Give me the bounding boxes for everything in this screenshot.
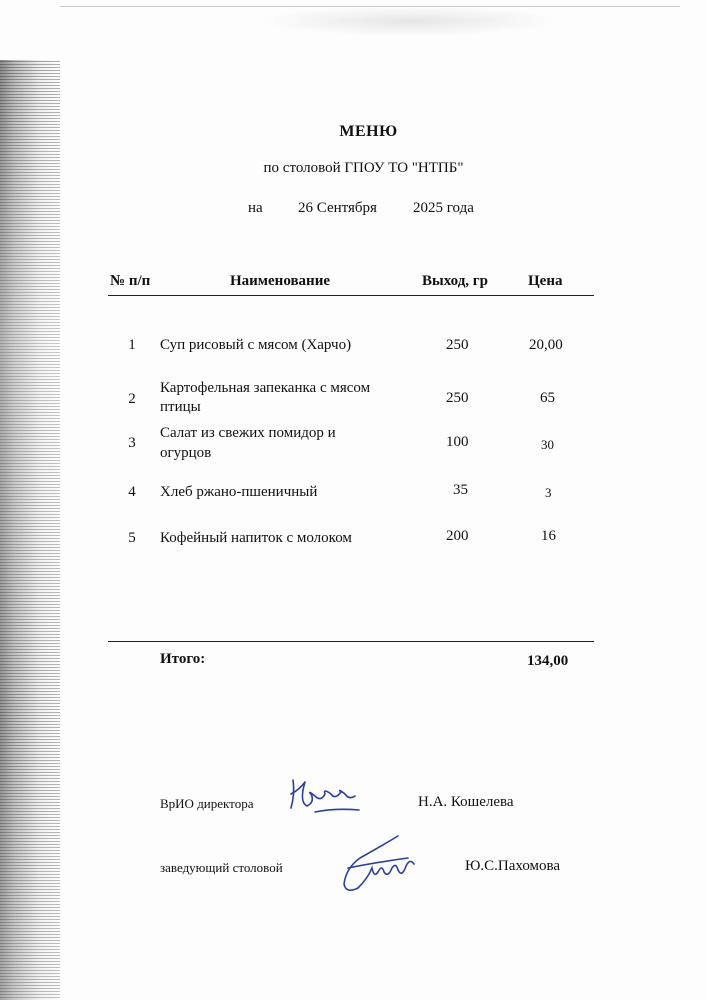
row-weight: 200: [446, 528, 469, 544]
date-prefix: на: [248, 200, 263, 216]
row-dish-name: Хлеб ржано-пшеничный: [160, 484, 318, 500]
row-weight: 100: [446, 434, 469, 450]
row-number: 5: [128, 530, 136, 546]
header-name: Наименование: [230, 273, 330, 289]
scan-edge-artifact: [0, 60, 60, 1000]
signatory-role: заведующий столовой: [160, 860, 283, 875]
total-label: Итого:: [160, 651, 206, 667]
row-dish-name-line2: огурцов: [160, 445, 212, 461]
date-day: 26 Сентября: [298, 200, 377, 216]
row-weight: 250: [446, 390, 469, 406]
row-weight: 35: [453, 482, 468, 498]
row-number: 3: [128, 435, 136, 451]
signatory-name: Ю.С.Пахомова: [465, 858, 561, 874]
header-price: Цена: [528, 273, 563, 289]
row-price: 30: [541, 437, 554, 452]
total-rule: [108, 641, 594, 642]
total-value: 134,00: [527, 653, 569, 669]
row-dish-name-line2: птицы: [160, 399, 201, 415]
row-dish-name: Суп рисовый с мясом (Харчо): [160, 337, 352, 353]
handwritten-signature: [285, 772, 365, 822]
row-dish-name: Салат из свежих помидор и: [160, 425, 336, 441]
header-number: № п/п: [110, 273, 151, 289]
row-dish-name: Кофейный напиток с молоком: [160, 530, 352, 546]
row-price: 3: [545, 485, 552, 500]
row-price: 20,00: [529, 337, 563, 353]
handwritten-signature: [338, 828, 423, 898]
row-price: 65: [540, 390, 555, 406]
scan-smudge: [260, 6, 560, 36]
row-weight: 250: [446, 337, 469, 353]
row-number: 4: [128, 484, 136, 500]
row-number: 2: [128, 391, 136, 407]
signatory-name: Н.А. Кошелева: [418, 794, 514, 810]
date-year: 2025 года: [413, 200, 474, 216]
signatory-role: ВрИО директора: [160, 796, 254, 811]
header-rule: [108, 295, 594, 296]
document-title: МЕНЮ: [339, 123, 398, 140]
document-subtitle: по столовой ГПОУ ТО "НТПБ": [263, 160, 464, 176]
header-weight: Выход, гр: [422, 273, 488, 289]
row-dish-name: Картофельная запеканка с мясом: [160, 380, 371, 396]
row-price: 16: [541, 528, 556, 544]
row-number: 1: [128, 337, 136, 353]
